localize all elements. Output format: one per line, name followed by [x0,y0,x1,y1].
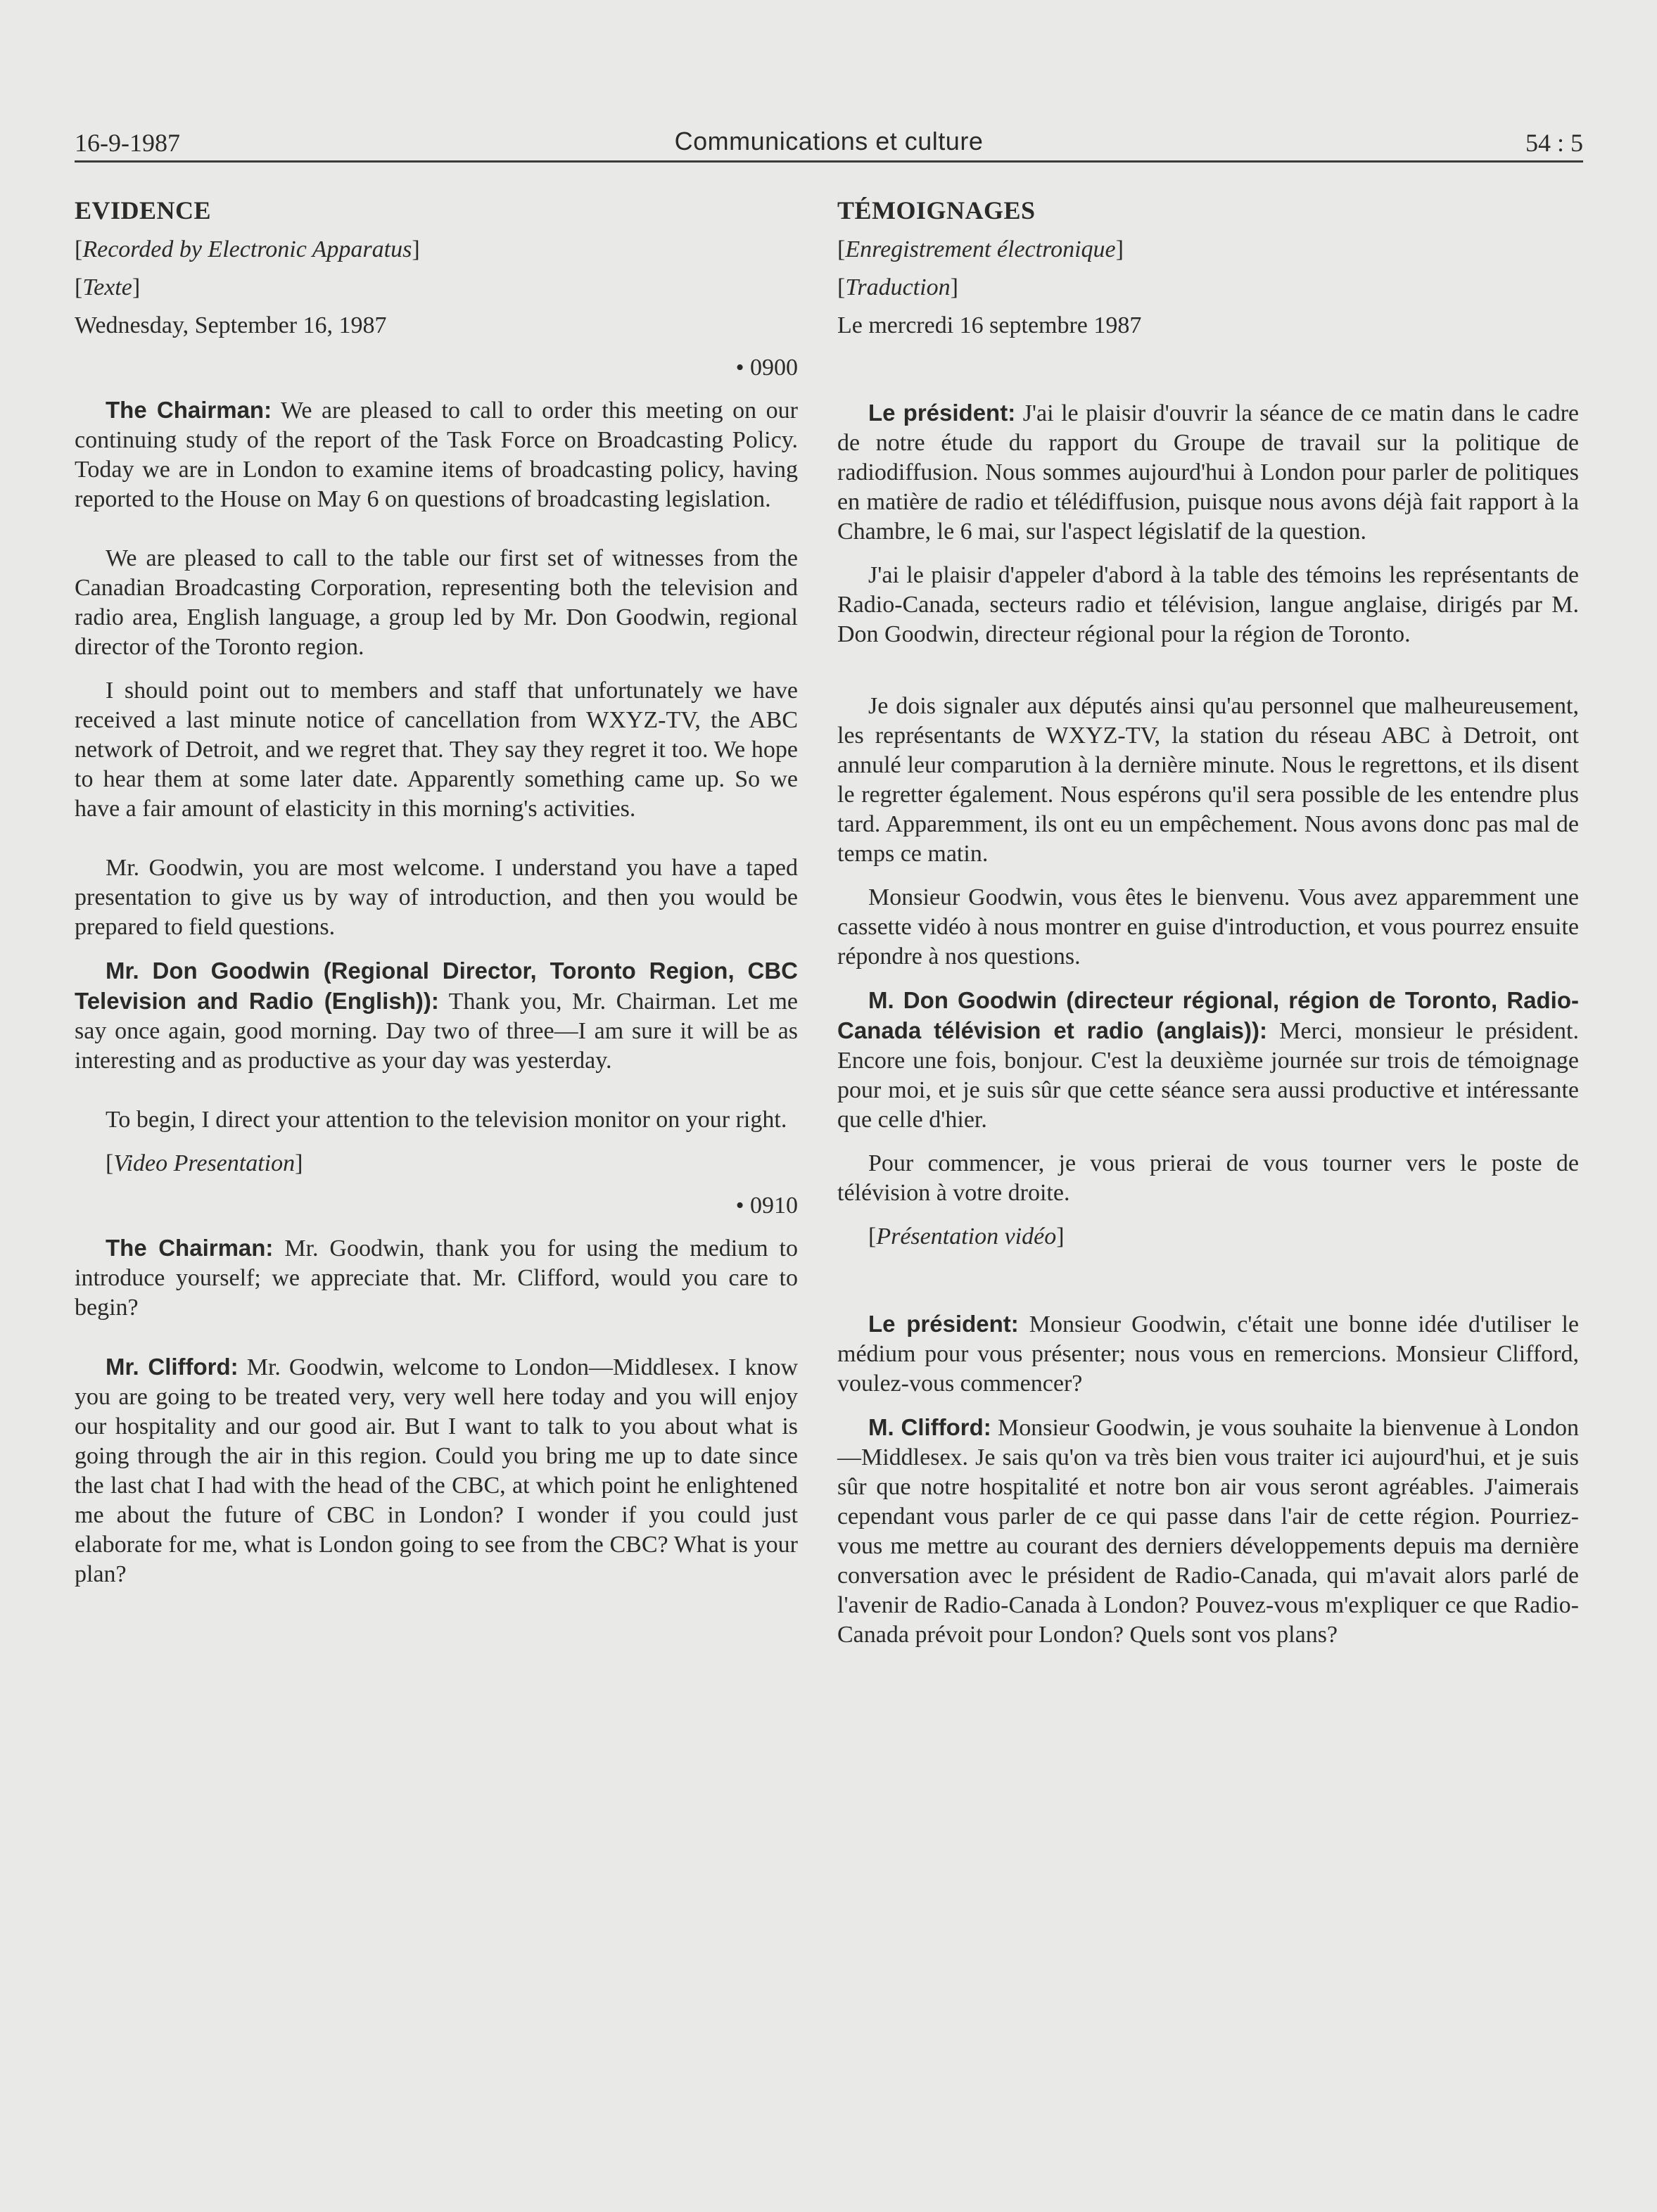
enregistrement-note: [Enregistrement électronique] [837,236,1124,262]
texte-note: [Texte] [75,274,141,300]
paragraph-monitor: To begin, I direct your attention to the television monitor on your right. [106,1107,787,1133]
paragraph-chairman-thanks [75,1233,798,1323]
paragraph-chairman-opening [75,395,798,514]
paragraph-goodwin [837,986,1579,1135]
video-text: Présentation vidéo [876,1223,1057,1250]
video-presentation-note: [Présentation vidéo] [868,1223,1065,1250]
paragraph-welcome: Mr. Goodwin, you are most welcome. I understand you have a taped presentation to give us by way of introduction, and then you would be prepared to field questions. [75,855,798,940]
recorded-note: [Recorded by Electronic Apparatus] [75,236,420,262]
section-title-temoignages: TÉMOIGNAGES [837,196,1036,224]
date-line: Le mercredi 16 septembre 1987 [837,312,1142,338]
speaker-label: The Chairman: [106,1235,274,1261]
paragraph-clifford [837,1413,1579,1650]
video-presentation-note: [Video Presentation] [106,1150,303,1176]
traduction-note: [Traduction] [837,274,958,300]
paragraph-text: Thank you, Mr. Chairman. Let me say once again, good morning. Day two of three—I am sure it will be as interesting and as productive as your day was yesterday. [75,989,798,1074]
paragraph-goodwin [75,956,798,1076]
recorded-text: Recorded by Electronic Apparatus [82,236,412,262]
paragraph-temoins: J'ai le plaisir d'appeler d'abord à la table des témoins les représentants de Radio-Canada, secteurs radio et télévision, langue anglaise, dirigés par M. Don Goodwin, directeur régional pour la région de Toronto. [837,562,1579,647]
paragraph-annulation: Je dois signaler aux députés ainsi qu'au personnel que malheureusement, les représentants de WXYZ-TV, la station du réseau ABC à Detroit, ont annulé leur comparution à la dernière minute. Nous le regrettons, et ils disent le regretter également. Nous espérons qu'il sera possible de les entendre plus tard. Apparemment, ils ont eu un empêchement. Nous avons donc pas mal de temps ce matin. [837,693,1579,867]
video-text: Video Presentation [113,1150,296,1176]
enregistrement-text: Enregistrement électronique [845,236,1116,262]
french-column [837,190,1579,1664]
section-title-evidence: EVIDENCE [75,196,212,224]
paragraph-clifford [75,1352,798,1589]
time-marker-0900: • 0900 [735,355,798,381]
speaker-label: Mr. Clifford: [106,1354,239,1380]
paragraph-bienvenue: Monsieur Goodwin, vous êtes le bienvenu. Vous avez apparemment une cassette vidéo à nous montrer en guise d'introduction, et vous pourrez ensuite répondre à nos questions. [837,884,1579,970]
paragraph-text: We are pleased to call to order this meeting on our continuing study of the report of the Task Force on Broadcasting Policy. Today we are in London to examine items of broadcasting policy, having reported to the House on May 6 on questions of broadcasting legislation. [75,398,798,512]
english-column [75,190,798,1603]
texte-text: Texte [82,274,132,300]
paragraph-cancellation: I should point out to members and staff that unfortunately we have received a last minute notice of cancellation from WXYZ-TV, the ABC network of Detroit, and we regret that. They say they regret it too. We hope to hear them at some later date. Apparently something came up. So we have a fair amount of elasticity in this morning's activities. [75,678,798,822]
paragraph-text: Monsieur Goodwin, je vous souhaite la bienvenue à London—Middlesex. Je sais qu'on va très bien vous traiter ici aujourd'hui, et je suis sûr que notre hospitalité et notre bon air vous seront agréables. J'aimerais cependant vous parler de ce qui passe dans l'air de cette région. Pourriez-vous me mettre au courant des derniers développements depuis ma dernière conversation avec le président de Radio-Canada, qui m'avait alors parlé de l'avenir de Radio-Canada à London? Pouvez-vous m'expliquer ce que Radio-Canada prévoit pour London? Quels sont vos plans? [837,1415,1579,1648]
date-line: Wednesday, September 16, 1987 [75,312,387,338]
paragraph-president-merci [837,1309,1579,1399]
paragraph-text: Monsieur Goodwin, c'était une bonne idée d'utiliser le médium pour vous présenter; nous vous en remercions. Monsieur Clifford, voulez-vous commencer? [837,1311,1579,1397]
time-marker-0910: • 0910 [735,1193,798,1219]
header-page-number: 54 : 5 [1525,129,1583,157]
page-header [75,124,1583,163]
speaker-label: M. Clifford: [868,1414,991,1440]
header-date: 16-9-1987 [75,129,180,157]
traduction-text: Traduction [845,274,951,300]
header-title: Communications et culture [674,127,984,155]
paragraph-text: J'ai le plaisir d'ouvrir la séance de ce matin dans le cadre de notre étude du rapport du Groupe de travail sur la politique de radiodiffusion. Nous sommes aujourd'hui à London pour parler de politiques en matière de radio et télédiffusion, puisque nous avons déjà fait rapport à la Chambre, le 6 mai, sur l'aspect législatif de la question. [837,400,1580,545]
paragraph-text: Merci, monsieur le président. Encore une fois, bonjour. C'est la deuxième journée sur trois de témoignage pour moi, et je suis sûr que cette séance sera aussi productive et intéressante que celle d'hier. [837,1018,1579,1133]
speaker-label: Le président: [868,400,1016,426]
speaker-label: Mr. Don Goodwin (Regional Director, Toronto Region, CBC Television and Radio (English)): [75,958,798,1014]
speaker-label: Le président: [868,1311,1019,1337]
paragraph-witnesses: We are pleased to call to the table our first set of witnesses from the Canadian Broadcasting Corporation, representing both the television and radio area, English language, a group led by Mr. Don Goodwin, regional director of the Toronto region. [75,545,798,660]
speaker-label: M. Don Goodwin (directeur régional, région de Toronto, Radio-Canada télévision et radio (anglais)): [837,987,1579,1043]
paragraph-televiseur: Pour commencer, je vous prierai de vous tourner vers le poste de télévision à votre droite. [837,1150,1579,1206]
paragraph-text: Mr. Goodwin, thank you for using the medium to introduce yourself; we appreciate that. Mr. Clifford, would you care to begin? [75,1235,798,1321]
paragraph-president-ouverture [837,398,1579,547]
speaker-label: The Chairman: [106,397,272,423]
paragraph-text: Mr. Goodwin, welcome to London—Middlesex. I know you are going to be treated very, very well here today and you will enjoy our hospitality and our good air. But I want to talk to you about what is going through the air in this region. Could you bring me up to date since the last chat I had with the head of the CBC, at which point he enlightened me about the future of CBC in London? I wonder if you could just elaborate for me, what is London going to see from the CBC? What is your plan? [75,1354,798,1587]
